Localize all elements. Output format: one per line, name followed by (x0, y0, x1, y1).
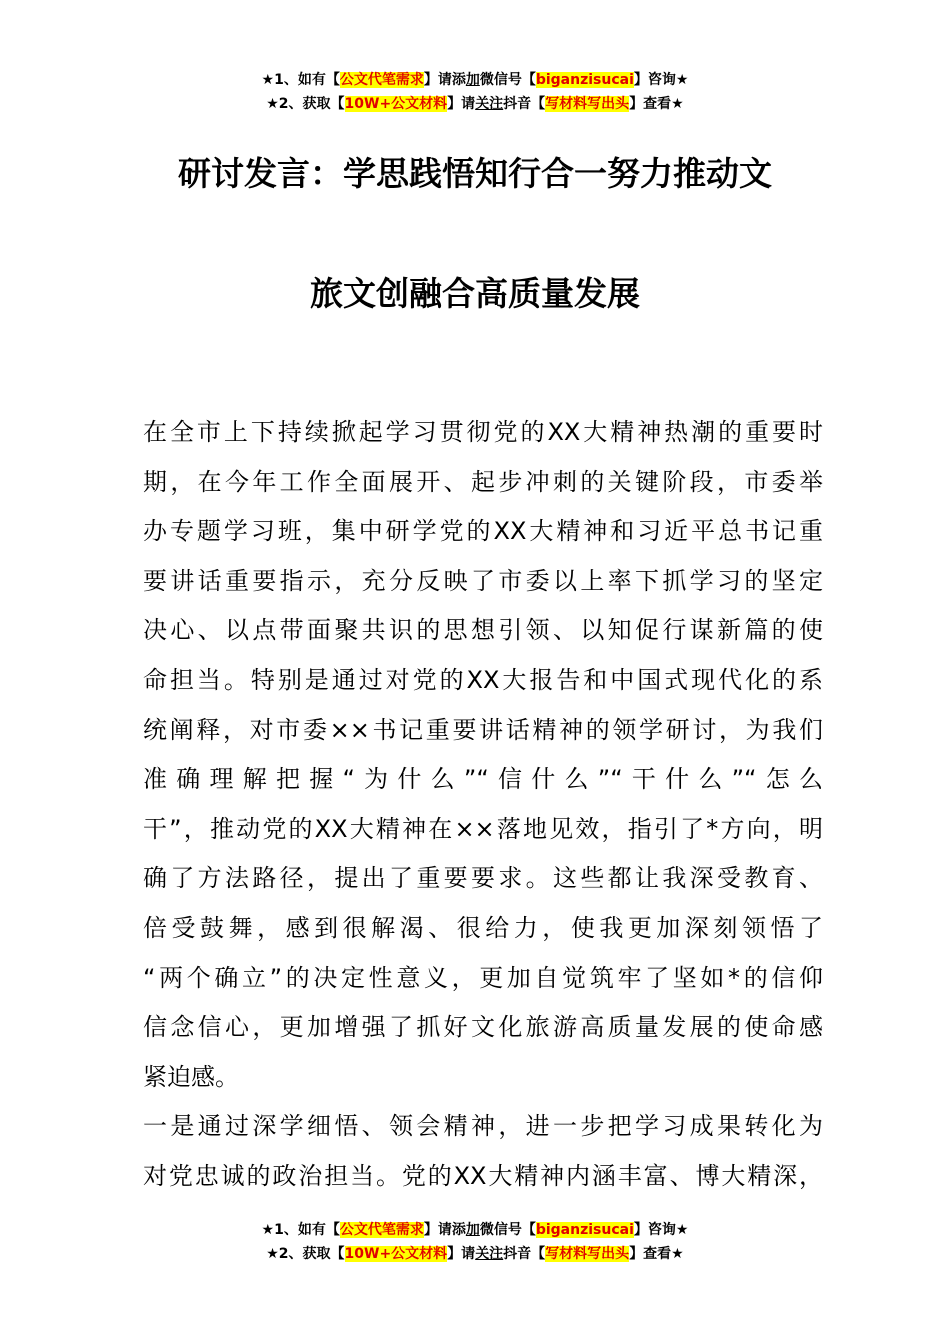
body-line: 紧迫感。 (143, 1062, 239, 1091)
body-line: 统阐释，对市委××书记重要讲话精神的领学研讨，为我们 (143, 715, 823, 744)
promo-highlight: 公文代笔需求 (339, 72, 424, 88)
header-promo (0, 68, 950, 116)
promo-text: 】请 (447, 96, 476, 112)
body-line: 决心、以点带面聚共识的思想引领、以知促行谋新篇的使 (143, 616, 823, 645)
promo-text: ★1、如有【 (261, 1222, 340, 1238)
body-line: 信念信心，更加增强了抓好文化旅游高质量发展的使命感 (143, 1013, 823, 1042)
promo-text: ★2、获取【 (266, 96, 345, 112)
promo-text: 】查看★ (629, 1246, 684, 1262)
body-line: 干”，推动党的XX大精神在××落地见效，指引了*方向，明 (143, 814, 823, 843)
promo-wechat-id: biganzisucai (535, 72, 634, 88)
footer-promo (0, 1218, 950, 1266)
promo-text: 】请添 (423, 1222, 466, 1238)
promo-text: 抖音【 (503, 1246, 546, 1262)
promo-underlined: 加 (465, 72, 480, 88)
body-line: 倍受鼓舞，感到很解渴、很给力，使我更加深刻领悟了 (143, 913, 823, 942)
promo-underlined: 关注 (475, 1246, 504, 1262)
body-line: 在全市上下持续掀起学习贯彻党的XX大精神热潮的重要时 (143, 418, 823, 446)
promo-text: 】请 (447, 1246, 476, 1262)
promo-text: 抖音【 (503, 96, 546, 112)
footer-promo-line-1 (0, 1218, 950, 1242)
body-line: 确了方法路径，提出了重要要求。这些都让我深受教育、 (143, 864, 823, 893)
promo-highlight: 10W+公文材料 (344, 96, 448, 112)
body-line: 办专题学习班，集中研学党的XX大精神和习近平总书记重 (143, 517, 823, 546)
promo-text: 微信号【 (479, 1222, 536, 1238)
promo-underlined: 关注 (475, 96, 504, 112)
body-line: 期，在今年工作全面展开、起步冲刺的关键阶段，市委举 (143, 467, 823, 496)
promo-text: ★2、获取【 (266, 1246, 345, 1262)
promo-wechat-id: biganzisucai (535, 1222, 634, 1238)
header-promo-line-2 (0, 92, 950, 116)
promo-text: 】咨询★ (633, 72, 689, 88)
body-line: 准确理解把握“为什么”“信什么”“干什么”“怎么 (143, 765, 823, 794)
promo-text: ★1、如有【 (261, 72, 340, 88)
promo-highlight: 公文代笔需求 (339, 1222, 424, 1238)
body-line: 命担当。特别是通过对党的XX大报告和中国式现代化的系 (143, 665, 823, 694)
document-title-line-2: 旅文创融合高质量发展 (310, 274, 640, 313)
header-promo-line-1 (0, 68, 950, 92)
document-title-line-1: 研讨发言：学思践悟知行合一努力推动文 (178, 154, 772, 193)
promo-text: 】咨询★ (633, 1222, 689, 1238)
promo-highlight: 10W+公文材料 (344, 1246, 448, 1262)
body-line: 要讲话重要指示，充分反映了市委以上率下抓学习的坚定 (143, 566, 823, 595)
promo-text: 微信号【 (479, 72, 536, 88)
body-line: 一是通过深学细悟、领会精神，进一步把学习成果转化为 (143, 1112, 823, 1141)
promo-douyin-account: 写材料写出头 (545, 96, 630, 112)
body-line: “两个确立”的决定性意义，更加自觉筑牢了坚如*的信仰 (143, 963, 823, 992)
promo-underlined: 加 (465, 1222, 480, 1238)
promo-text: 】查看★ (629, 96, 684, 112)
promo-douyin-account: 写材料写出头 (545, 1246, 630, 1262)
document-body (143, 408, 823, 1202)
promo-text: 】请添 (423, 72, 466, 88)
body-line: 对党忠诚的政治担当。党的XX大精神内涵丰富、博大精深， (143, 1161, 823, 1190)
footer-promo-line-2 (0, 1242, 950, 1266)
